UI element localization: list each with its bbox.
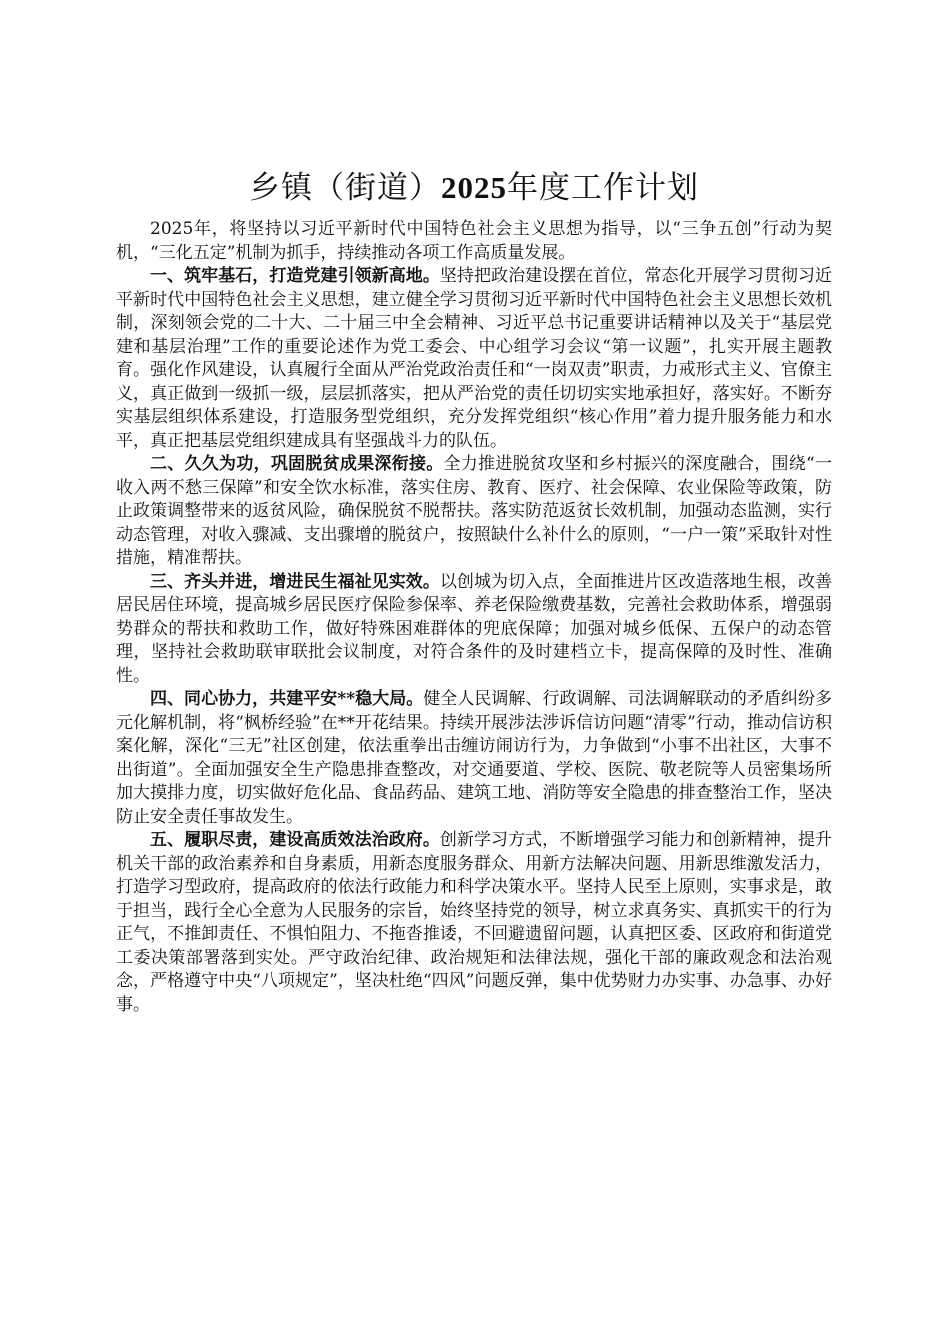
section-paragraph-3: [116, 571, 832, 689]
section-paragraph-4: [116, 688, 832, 829]
section-paragraph-2: [116, 453, 832, 571]
document-title: [116, 168, 832, 208]
section-paragraph-1: [116, 265, 832, 453]
section-heading-1: 一、筑牢基石，打造党建引领新高地。: [150, 266, 440, 286]
section-heading-5: 五、履职尽责，建设高质效法治政府。: [150, 830, 440, 850]
section-body-4: 健全人民调解、行政调解、司法调解联动的矛盾纠纷多元化解机制，将“枫桥经验”在**开花结果。持续开展涉法涉诉信访问题“清零”行动，推动信访积案化解，深化“三无”社区创建，依法重拳出击缠访闹访行为，力争做到“小事不出社区，大事不出街道”。全面加强安全生产隐患排查整改，对交通要道、学校、医院、敬老院等人员密集场所加大摸排力度，切实做好危化品、食品药品、建筑工地、消防等安全隐患的排查整治工作，坚决防止安全责任事故发生。: [116, 689, 832, 827]
section-heading-3: 三、齐头并进，增进民生福祉见实效。: [150, 571, 440, 592]
section-heading-4: 四、同心协力，共建平安**稳大局。: [150, 689, 424, 709]
title-prefix: 乡镇（街道）: [249, 170, 441, 206]
intro-paragraph: 2025年，将坚持以习近平新时代中国特色社会主义思想为指导，以“三争五创”行动为契机，“三化五定”机制为抓手，持续推动各项工作高质量发展。: [116, 219, 832, 263]
section-body-1: 坚持把政治建设摆在首位，常态化开展学习贯彻习近平新时代中国特色社会主义思想，建立健全学习贯彻习近平新时代中国特色社会主义思想长效机制，深刻领会党的二十大、二十届三中全会精神、习近平总书记重要讲话精神以及关于“基层党建和基层治理”工作的重要论述作为党工委会、中心组学习会议“第一议题”，扎实开展主题教育。强化作风建设，认真履行全面从严治党政治责任和“一岗双责”职责，力戒形式主义、官僚主义，真正做到一级抓一级，层层抓落实，把从严治党的责任切切实实地承担好，落实好。不断夯实基层组织体系建设，打造服务型党组织，充分发挥党组织“核心作用”着力提升服务能力和水平，真正把基层党组织建成具有坚强战斗力的队伍。: [116, 266, 833, 451]
document-page: [116, 168, 832, 1017]
title-suffix: 年度工作计划: [507, 170, 699, 206]
section-body-2: 全力推进脱贫攻坚和乡村振兴的深度融合，围绕“一收入两不愁三保障”和安全饮水标准，落实住房、教育、医疗、社会保障、农业保险等政策，防止政策调整带来的返贫风险，确保脱贫不脱帮扶。落实防范返贫长效机制，加强动态监测，实行动态管理，对收入骤减、支出骤增的脱贫户，按照缺什么补什么的原则，“一户一策”采取针对性措施，精准帮扶。: [116, 454, 832, 568]
title-year: 2025: [441, 170, 507, 205]
section-heading-2: 二、久久为功，巩固脱贫成果深衔接。: [150, 454, 444, 474]
section-body-3: 以创城为切入点，全面推进片区改造落地生根，改善居民居住环境，提高城乡居民医疗保险参保率、养老保险缴费基数，完善社会救助体系，增强弱势群众的帮扶和救助工作，做好特殊困难群体的兜底保障；加强对城乡低保、五保户的动态管理，坚持社会救助联审联批会议制度，对符合条件的及时建档立卡，提高保障的及时性、准确性。: [116, 571, 833, 686]
section-paragraph-5: [116, 829, 832, 1017]
section-body-5: 创新学习方式，不断增强学习能力和创新精神，提升机关干部的政治素养和自身素质，用新态度服务群众、用新方法解决问题、用新思维激发活力，打造学习型政府，提高政府的依法行政能力和科学决策水平。坚持人民至上原则，实事求是，敢于担当，践行全心全意为人民服务的宗旨，始终坚持党的领导，树立求真务实、真抓实干的行为正气，不推卸责任、不惧怕阻力、不拖沓推诿，不回避遗留问题，认真把区委、区政府和街道党工委决策部署落到实处。严守政治纪律、政治规矩和法律法规，强化干部的廉政观念和法治观念，严格遵守中央“八项规定”，坚决杜绝“四风”问题反弹，集中优势财力办实事、办急事、办好事。: [116, 830, 833, 1015]
